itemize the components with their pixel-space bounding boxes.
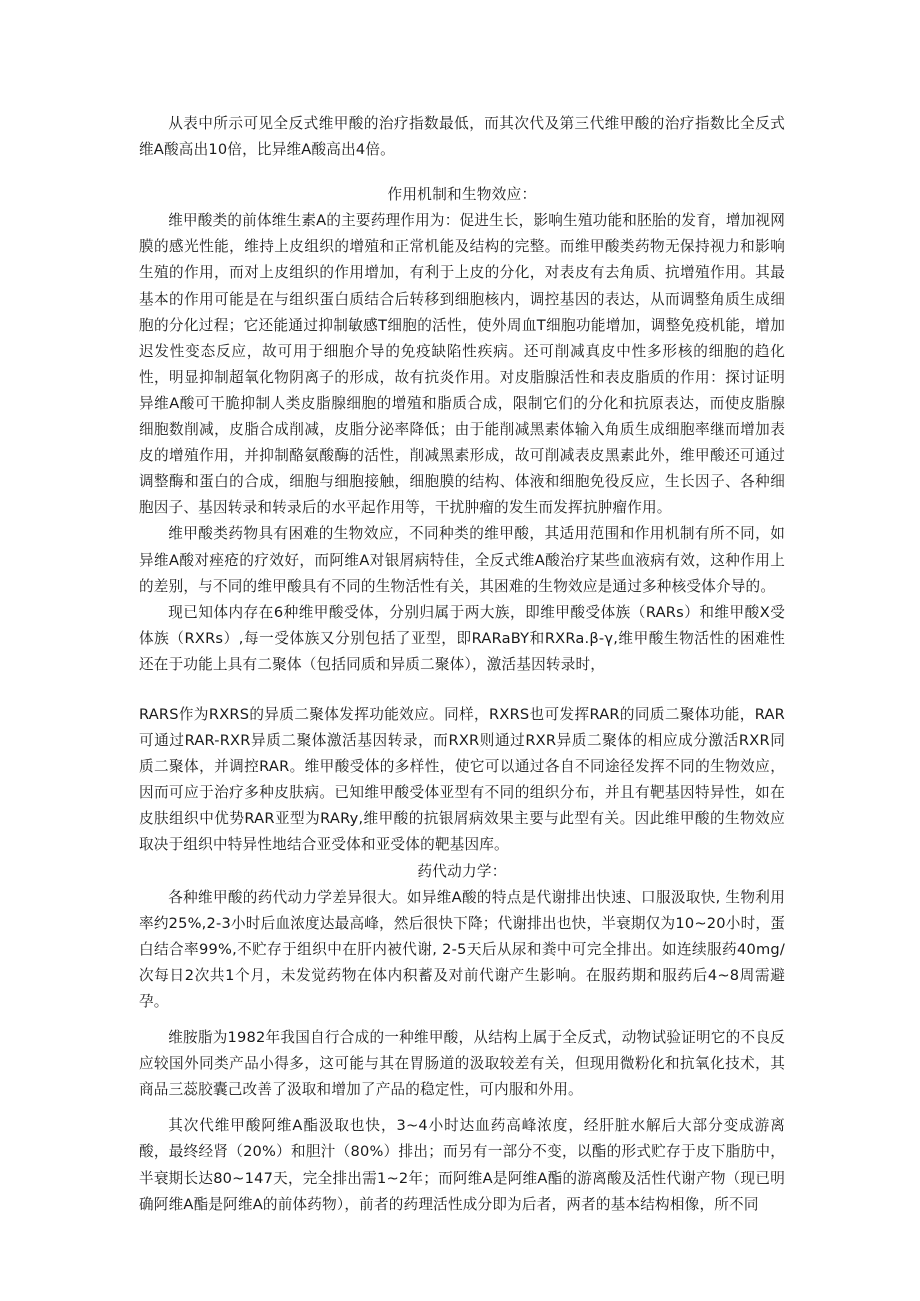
paragraph-mechanism-2: 维甲酸类药物具有困难的生物效应，不同种类的维甲酸，其适用范围和作用机制有所不同，如异维A酸对痤疮的疗效好，而阿维A对银屑病特佳，全反式维A酸治疗某些血液病有效，这种作用上的差别，与不同的维甲酸具有不同的生物活性有关，其困难的生物效应是通过多种核受体介导的。 [139, 525, 785, 595]
paragraph-mechanism-4: RARS作为RXRS的异质二聚体发挥功能效应。同样，RXRS也可发挥RAR的同质二聚体功能，RAR可通过RAR-RXR异质二聚体激活基因转录，而RXR则通过RXR异质二聚体的相应成分激活RXR同质二聚体，并调控RAR。维甲酸受体的多样性，使它可以通过各自不同途径发挥不同的生物效应，因而可应于治疗多种皮肤病。已知维甲酸受体亚型有不同的组织分布，并且有靶基因特异性，如在皮肤组织中优势RAR亚型为RARy,维甲酸的抗银屑病效果主要与此型有关。因此维甲酸的生物效应取决于组织中特异性地结合亚受体和亚受体的靶基因库。 [139, 705, 785, 854]
paragraph-pharmacokinetics-1: 各种维甲酸的药代动力学差异很大。如异维A酸的特点是代谢排出快速、口服汲取快, 生物利用率约25%,2-3小时后血浓度达最高峰，然后很快下降；代谢排出也快，半衰期仅为10~20小时，蛋白结合率99%,不贮存于组织中在肝内被代谢, 2-5天后从尿和粪中可完全排出。如连续服药40mg/次每日2次共1个月，未发觉药物在体内积蓄及对前代谢产生影响。在服药期和服药后4~8周需避孕。 [139, 888, 785, 1010]
paragraph-mechanism-1: 维甲酸类的前体维生素A的主要药理作用为：促进生长，影响生殖功能和胚胎的发育，增加视网膜的感光性能，维持上皮组织的增殖和正常机能及结构的完整。而维甲酸类药物无保持视力和影响生殖的作用，而对上皮组织的作用增加，有利于上皮的分化，对表皮有去角质、抗增殖作用。其最基本的作用可能是在与组织蛋白质结合后转移到细胞核内，调控基因的表达，从而调整角质生成细胞的分化过程；它还能通过抑制敏感T细胞的活性，使外周血T细胞功能增加，调整免疫机能，增加迟发性变态反应，故可用于细胞介导的免疫缺陷性疾病。还可削减真皮中性多形核的细胞的趋化性，明显抑制超氧化物阴离子的形成，故有抗炎作用。对皮脂腺活性和表皮脂质的作用：探讨证明异维A酸可干脆抑制人类皮脂腺细胞的增殖和脂质合成，限制它们的分化和抗原表达，而使皮脂腺细胞数削减，皮脂合成削减，皮脂分泌率降低；由于能削减黑素体输入角质生成细胞率继而增加表皮的增殖作用，并抑制酪氨酸酶的活性，削减黑素形成，故可削减表皮黑素此外，维甲酸还可通过调整酶和蛋白的合成，细胞与细胞接触，细胞膜的结构、体液和细胞免役反应，生长因子、各种细胞因子、基因转录和转录后的水平起作用等，干扰肿瘤的发生而发挥抗肿瘤作用。 [139, 212, 785, 517]
document-body [139, 111, 785, 1218]
paragraph-pharmacokinetics-3: 其次代维甲酸阿维A酯汲取也快，3~4小时达血药高峰浓度，经肝脏水解后大部分变成游离酸，最终经肾（20%）和胆汁（80%）排出；而另有一部分不变，以酯的形式贮存于皮下脂肪中，半衰期长达80~147天，完全排出需1~2年；而阿维A是阿维A酯的游离酸及活性代谢产物（现已明确阿维A酯是阿维A的前体药物），前者的药理活性成分即为后者，两者的基本结构相像，所不同 [139, 1117, 785, 1213]
paragraph-mechanism-3: 现已知体内存在6种维甲酸受体，分别归属于两大族，即维甲酸受体族（RARs）和维甲酸X受体族（RXRs）,每一受体族又分别包括了亚型，即RARaBY和RXRa.β-γ,维甲酸生物活性的困难性还在于功能上具有二聚体（包括同质和异质二聚体），激活基因转录时， [139, 603, 785, 673]
paragraph-pharmacokinetics-2: 维胺脂为1982年我国自行合成的一种维甲酸，从结构上属于全反式，动物试验证明它的不良反应较国外同类产品小得多，这可能与其在胃肠道的汲取较差有关，但现用微粉化和抗氧化技术，其商品三蕊胶囊己改善了汲取和增加了产品的稳定性，可内服和外用。 [139, 1029, 785, 1099]
section-heading-pharmacokinetics: 药代动力学： [417, 862, 507, 880]
section-heading-mechanism: 作用机制和生物效应： [387, 186, 537, 204]
intro-paragraph: 从表中所示可见全反式维甲酸的治疗指数最低，而其次代及第三代维甲酸的治疗指数比全反式维A酸高出10倍，比异维A酸高出4倍。 [139, 115, 785, 159]
